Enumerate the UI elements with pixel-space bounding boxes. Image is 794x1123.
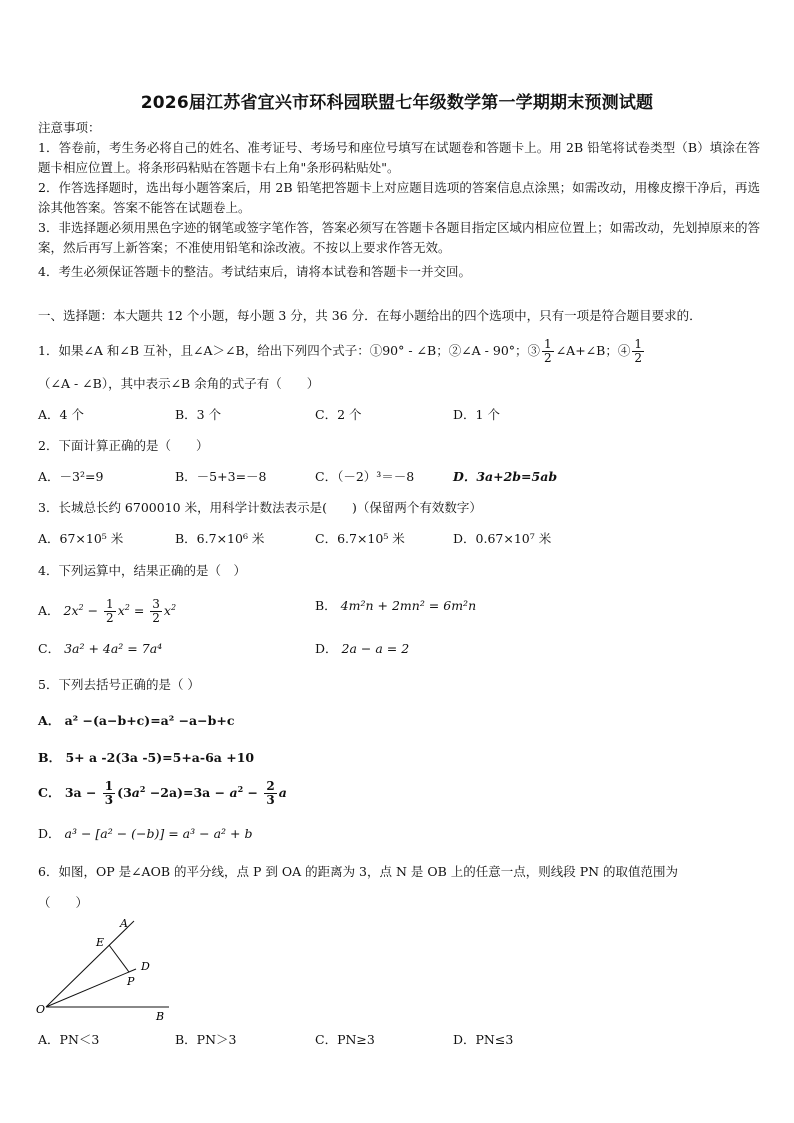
label-a: A — [120, 917, 128, 930]
q4-option-a[interactable] — [38, 598, 176, 625]
label-o: O — [36, 1003, 46, 1016]
section-heading: 一、选择题：本大题共 12 个小题，每小题 3 分，共 36 分．在每小题给出的四个选项中，只有一项是符合题目要求的． — [38, 308, 702, 323]
q2-option-d[interactable]: D．3a+2b=5ab — [453, 469, 558, 484]
q1-stem-a: 1．如果∠A 和∠B 互补，且∠A＞∠B，给出下列四个式子：①90° - ∠B；②∠A - 90°；③ — [38, 343, 541, 358]
fraction — [542, 338, 554, 365]
q2-option-a[interactable]: A．－3²=9 — [38, 469, 104, 484]
question-6-stem: 6．如图，OP 是∠AOB 的平分线，点 P 到 OA 的距离为 3，点 N 是 OB 上的任意一点，则线段 PN 的取值范围为 — [38, 864, 679, 879]
ray-oa — [46, 921, 134, 1007]
notice-item-1: 1．答卷前，考生务必将自己的姓名、准考证号、考场号和座位号填写在试题卷和答题卡上。用 2B 铅笔将试卷类型（B）填涂在答题卡相应位置上。将条形码粘贴在答题卡右上角"条形码粘贴处"。 — [38, 140, 760, 175]
notice-item-2: 2．作答选择题时，选出每小题答案后，用 2B 铅笔把答题卡上对应题目选项的答案信息点涂黑；如需改动，用橡皮擦干净后，再选涂其他答案。答案不能答在试题卷上。 — [38, 180, 760, 215]
q2-option-b[interactable]: B．－5+3=－8 — [175, 469, 267, 484]
math-expression: 4m²n + 2mn² = 6m²n — [340, 598, 477, 613]
q1-option-c[interactable]: C．2 个 — [315, 407, 362, 422]
q5-option-b[interactable] — [38, 750, 254, 766]
q1-option-b[interactable]: B．3 个 — [175, 407, 222, 422]
q3-option-b[interactable]: B．6.7×10⁶ 米 — [175, 531, 265, 546]
q6-option-c[interactable]: C．PN≥3 — [315, 1032, 375, 1047]
label-e: E — [96, 936, 105, 949]
denominator: 2 — [634, 351, 642, 365]
denominator: 2 — [544, 351, 552, 365]
q1-stem-b: ∠A+∠B；④ — [555, 343, 631, 358]
question-6-paren: （ ） — [38, 895, 89, 910]
q3-option-d[interactable]: D．0.67×10⁷ 米 — [453, 531, 552, 546]
q3-option-c[interactable]: C．6.7×10⁵ 米 — [315, 531, 405, 546]
question-1-stem-cont: （∠A - ∠B），其中表示∠B 余角的式子有（ ） — [38, 376, 320, 391]
q6-option-b[interactable]: B．PN＞3 — [175, 1032, 237, 1047]
q4-option-c[interactable] — [38, 641, 162, 657]
label-p: P — [127, 975, 135, 988]
question-4-stem: 4．下列运算中，结果正确的是（ ） — [38, 563, 246, 578]
angle-bisector-figure — [34, 915, 184, 1027]
option-label: A． — [38, 603, 60, 618]
option-label: D． — [315, 641, 338, 656]
numerator: 1 — [634, 337, 642, 351]
q1-option-d[interactable]: D．1 个 — [453, 407, 500, 422]
question-1-stem — [38, 338, 646, 365]
q3-option-a[interactable]: A．67×10⁵ 米 — [38, 531, 124, 546]
question-2-stem: 2．下面计算正确的是（ ） — [38, 438, 209, 453]
notice-heading: 注意事项： — [38, 120, 101, 135]
notice-item-4: 4．考生必须保证答题卡的整洁。考试结束后，请将本试卷和答题卡一并交回。 — [38, 264, 471, 279]
option-label: C． — [38, 785, 61, 800]
numerator: 1 — [544, 337, 552, 351]
option-label: C． — [38, 641, 61, 656]
math-expression: 3a − $\frac{1}{3}$ $(3a^2 -2a)=3a - a^2$ − $\frac{2}{3}$ a — [64, 779, 287, 807]
label-b: B — [156, 1010, 165, 1023]
q6-option-a[interactable]: A．PN＜3 — [38, 1032, 100, 1047]
option-label: A． — [38, 713, 61, 728]
q5-option-c[interactable] — [38, 780, 287, 807]
notice-item-3: 3．非选择题必须用黑色字迹的钢笔或签字笔作答，答案必须写在答题卡各题目指定区域内相应位置上；如需改动，先划掉原来的答案，然后再写上新答案；不准使用铅笔和涂改液。不按以上要求作答无效。 — [38, 220, 760, 255]
math-expression: 3a² + 4a² = 7a⁴ — [64, 641, 163, 656]
math-expression: a³ − [a² − (−b)] = a³ − a² + b — [64, 826, 253, 841]
option-label: B． — [38, 750, 62, 765]
fraction — [632, 338, 644, 365]
option-label: B． — [315, 598, 337, 613]
math-expression: a² −(a−b+c)=a² −a−b+c — [64, 713, 235, 728]
q5-option-d[interactable] — [38, 826, 252, 842]
q2-option-c[interactable]: C．（－2）³＝－8 — [315, 469, 415, 484]
page-title: 2026届江苏省宜兴市环科园联盟七年级数学第一学期期末预测试题 — [140, 93, 654, 113]
q1-option-a[interactable]: A．4 个 — [38, 407, 84, 422]
math-expression: 5+ a -2(3a -5)=5+a-6a +10 — [65, 750, 255, 765]
q5-option-a[interactable] — [38, 713, 234, 729]
q6-option-d[interactable]: D．PN≤3 — [453, 1032, 514, 1047]
q4-option-d[interactable] — [315, 641, 409, 657]
question-5-stem: 5．下列去括号正确的是（ ） — [38, 677, 200, 692]
q4-option-b[interactable] — [315, 598, 476, 614]
question-3-stem: 3．长城总长约 6700010 米，用科学计数法表示是( )（保留两个有效数字） — [38, 500, 482, 515]
ray-od — [46, 969, 136, 1007]
label-d: D — [141, 960, 150, 973]
math-expression: $2x^2$ − $\frac{1}{2}$ $x^2$ = $\frac{3}{2}$ $x^2$ — [63, 597, 177, 625]
math-expression: 2a − a = 2 — [341, 641, 410, 656]
segment-pe — [109, 945, 129, 972]
option-label: D． — [38, 826, 61, 841]
